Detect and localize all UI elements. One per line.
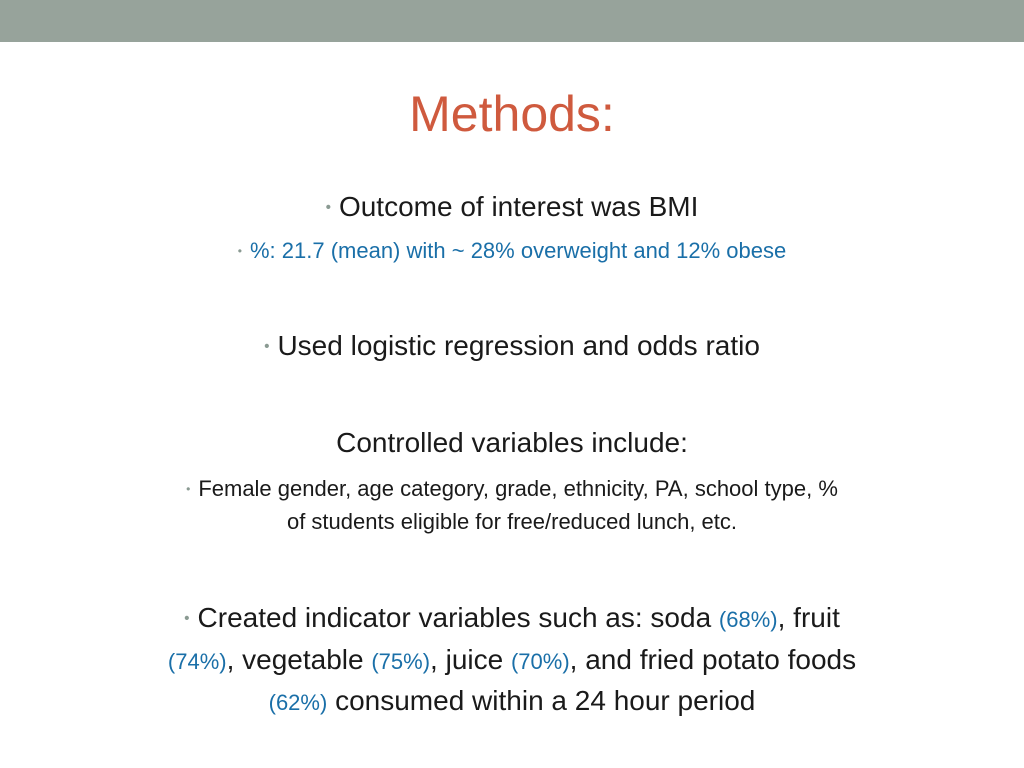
bullet-outcome: • Outcome of interest was BMI xyxy=(325,191,699,222)
fried-potato-percent: (62%) xyxy=(268,690,328,715)
indicator-line3: (62%) consumed within a 24 hour period xyxy=(268,685,756,716)
bullet-icon: • xyxy=(237,244,242,258)
controlled-heading: Controlled variables include: xyxy=(336,427,688,458)
slide-title: Methods: xyxy=(409,86,615,142)
soda-percent: (68%) xyxy=(718,607,778,632)
bullet-icon: • xyxy=(264,338,270,356)
bullet-outcome-detail: • %: 21.7 (mean) with ~ 28% overweight and 12% obese xyxy=(237,238,787,264)
bullet-icon: • xyxy=(325,199,331,217)
fruit-percent: (74%) xyxy=(167,649,227,674)
bullet-icon: • xyxy=(186,482,191,496)
vegetable-percent: (75%) xyxy=(371,649,431,674)
bullet-controlled-line1: • Female gender, age category, grade, ethnicity, PA, school type, % xyxy=(186,476,838,502)
controlled-line2: of students eligible for free/reduced lunch, etc. xyxy=(286,509,738,534)
bullet-regression: • Used logistic regression and odds ratio xyxy=(264,330,760,361)
bullet-icon: • xyxy=(184,610,190,628)
indicator-line2: (74%), vegetable (75%), juice (70%), and fried potato foods xyxy=(167,644,857,675)
bullet-indicator-line1: • Created indicator variables such as: soda (68%), fruit xyxy=(184,602,840,633)
header-band xyxy=(0,0,1024,42)
juice-percent: (70%) xyxy=(510,649,570,674)
